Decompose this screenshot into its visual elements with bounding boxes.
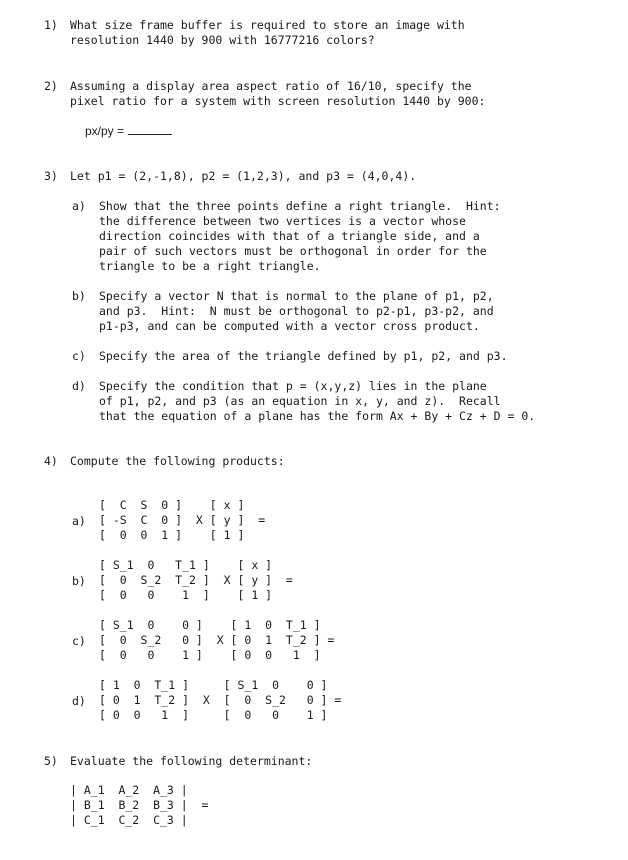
q5-row-3: | C_1 C_2 C_3 | [70, 813, 188, 827]
q2-formula [85, 124, 172, 139]
q5-row-2: | B_1 B_2 B_3 | = [70, 798, 209, 812]
q3a-line-4: pair of such vectors must be orthogonal in order for the [99, 244, 487, 258]
q3d-line-3: that the equation of a plane has the form Ax + By + Cz + D = 0. [99, 409, 536, 423]
q4c-row-2: [ 0 S_2 0 ] X [ 0 1 T_2 ] = [99, 633, 335, 647]
q3a-line-5: triangle to be a right triangle. [99, 259, 321, 273]
q3a-line-2: the difference between two vertices is a vector whose [99, 214, 466, 228]
q5-intro: Evaluate the following determinant: [70, 754, 313, 768]
q3-number: 3) [44, 169, 58, 183]
q2-line-2: pixel ratio for a system with screen resolution 1440 by 900: [70, 94, 486, 108]
q4-number: 4) [44, 454, 58, 468]
q4d-row-1: [ 1 0 T_1 ] [ S_1 0 0 ] [99, 678, 328, 692]
q3a-line-1: Show that the three points define a right triangle. Hint: [99, 199, 501, 213]
q4b-row-1: [ S_1 0 T_1 ] [ x ] [99, 558, 273, 572]
q3c-label: c) [72, 349, 86, 363]
q4b-row-2: [ 0 S_2 T_2 ] X [ y ] = [99, 573, 293, 587]
answer-blank [128, 133, 172, 135]
q4a-row-3: [ 0 0 1 ] [ 1 ] [99, 528, 245, 542]
q2-line-1: Assuming a display area aspect ratio of 16/10, specify the [70, 79, 472, 93]
q2-formula-text: px/py = [85, 124, 125, 138]
q4c-label: c) [72, 634, 86, 648]
q3-intro: Let p1 = (2,-1,8), p2 = (1,2,3), and p3 = (4,0,4). [70, 169, 417, 183]
q1-line-1: What size frame buffer is required to store an image with [70, 18, 465, 32]
q3c-line-1: Specify the area of the triangle defined by p1, p2, and p3. [99, 349, 508, 363]
q1-number: 1) [44, 18, 58, 32]
q3b-line-2: and p3. Hint: N must be orthogonal to p2-p1, p3-p2, and [99, 304, 494, 318]
q3b-line-1: Specify a vector N that is normal to the plane of p1, p2, [99, 289, 494, 303]
q3d-line-2: of p1, p2, and p3 (as an equation in x, y, and z). Recall [99, 394, 501, 408]
q3a-label: a) [72, 199, 86, 213]
q4d-row-3: [ 0 0 1 ] [ 0 0 1 ] [99, 708, 328, 722]
q4a-row-2: [ -S C 0 ] X [ y ] = [99, 513, 266, 527]
q1-line-2: resolution 1440 by 900 with 16777216 colors? [70, 33, 375, 47]
q4c-row-3: [ 0 0 1 ] [ 0 0 1 ] [99, 648, 321, 662]
q4b-row-3: [ 0 0 1 ] [ 1 ] [99, 588, 273, 602]
q4b-label: b) [72, 574, 86, 588]
q3d-line-1: Specify the condition that p = (x,y,z) lies in the plane [99, 379, 487, 393]
q3b-line-3: p1-p3, and can be computed with a vector cross product. [99, 319, 480, 333]
q5-row-1: | A_1 A_2 A_3 | [70, 783, 188, 797]
q3a-line-3: direction coincides with that of a triangle side, and a [99, 229, 480, 243]
q3b-label: b) [72, 289, 86, 303]
q4a-row-1: [ C S 0 ] [ x ] [99, 498, 245, 512]
q3d-label: d) [72, 379, 86, 393]
q4d-row-2: [ 0 1 T_2 ] X [ 0 S_2 0 ] = [99, 693, 342, 707]
q4c-row-1: [ S_1 0 0 ] [ 1 0 T_1 ] [99, 618, 321, 632]
q2-number: 2) [44, 79, 58, 93]
q4a-label: a) [72, 514, 86, 528]
q4-intro: Compute the following products: [70, 454, 285, 468]
q4d-label: d) [72, 694, 86, 708]
q5-number: 5) [44, 754, 58, 768]
